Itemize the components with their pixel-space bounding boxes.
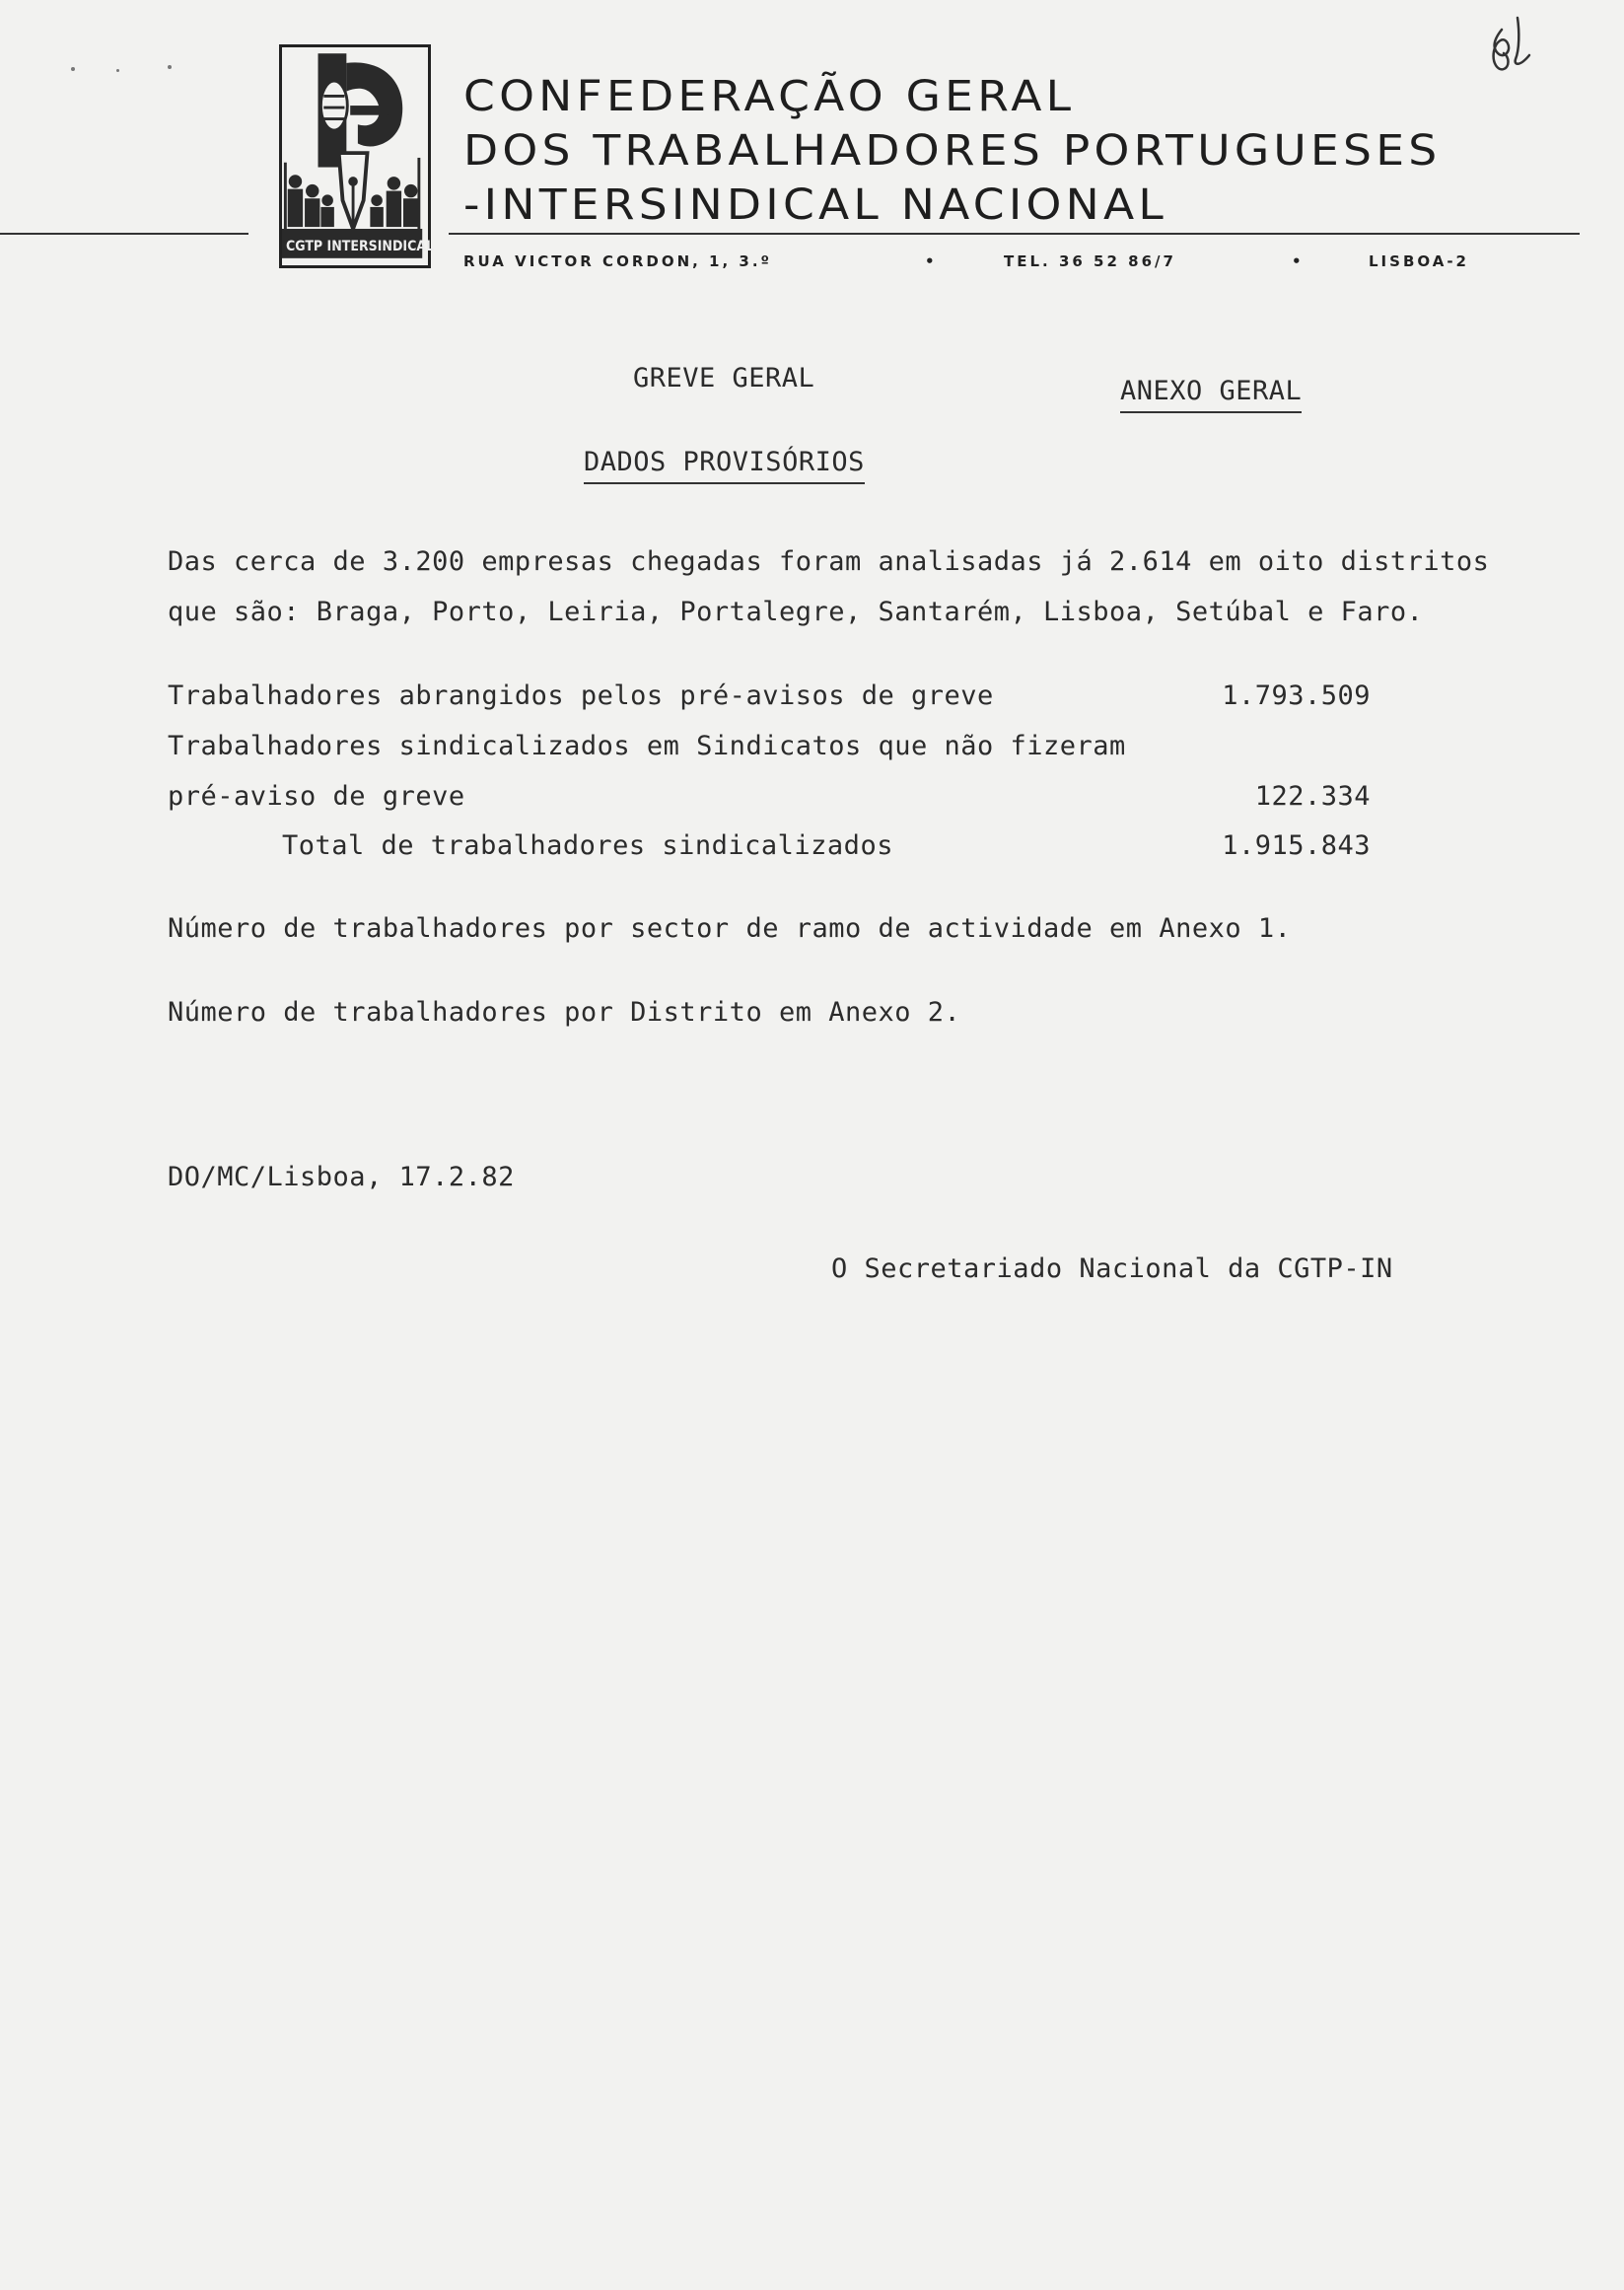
letterhead-divider <box>449 233 1580 235</box>
signature-line: O Secretariado Nacional da CGTP-IN <box>831 1253 1393 1284</box>
document-title: GREVE GERAL <box>633 363 815 394</box>
org-address: RUA VICTOR CORDON, 1, 3.º <box>463 252 772 270</box>
org-telephone: TEL. 36 52 86/7 <box>1004 252 1176 270</box>
stat-label: Trabalhadores sindicalizados em Sindicatos que não fizeram <box>168 731 1126 761</box>
separator-dot: • <box>925 252 938 270</box>
letterhead-divider <box>0 233 248 235</box>
speck <box>71 67 75 71</box>
org-name-line: -INTERSINDICAL NACIONAL <box>463 180 1168 230</box>
document-reference-date: DO/MC/Lisboa, 17.2.82 <box>168 1162 515 1192</box>
logo-emblem-icon <box>282 47 428 265</box>
stat-value: 122.334 <box>1254 781 1371 812</box>
org-name-line: DOS TRABALHADORES PORTUGUESES <box>463 126 1442 176</box>
speck <box>168 65 172 69</box>
stat-label: Trabalhadores abrangidos pelos pré-avisos de greve <box>168 680 994 711</box>
speck <box>116 69 119 72</box>
total-label: Total de trabalhadores sindicalizados <box>282 830 893 861</box>
cgtp-logo <box>279 44 435 268</box>
org-city: LISBOA-2 <box>1369 252 1469 270</box>
separator-dot: • <box>1292 252 1305 270</box>
intro-line: Das cerca de 3.200 empresas chegadas foram analisadas já 2.614 em oito distritos <box>168 546 1490 577</box>
annex-label: ANEXO GERAL <box>1120 376 1302 413</box>
stat-value: 1.793.509 <box>1222 680 1371 711</box>
intro-line: que são: Braga, Porto, Leiria, Portalegre, Santarém, Lisboa, Setúbal e Faro. <box>168 597 1424 627</box>
total-value: 1.915.843 <box>1222 830 1371 861</box>
annex-note: Número de trabalhadores por sector de ramo de actividade em Anexo 1. <box>168 913 1292 944</box>
org-name-line: CONFEDERAÇÃO GERAL <box>463 72 1076 121</box>
annex-note: Número de trabalhadores por Distrito em Anexo 2. <box>168 997 961 1028</box>
handwritten-page-mark <box>1474 12 1543 91</box>
stat-label: pré-aviso de greve <box>168 781 465 812</box>
logo-text: CGTP INTERSINDICAL <box>286 239 435 254</box>
document-subtitle: DADOS PROVISÓRIOS <box>584 447 865 484</box>
